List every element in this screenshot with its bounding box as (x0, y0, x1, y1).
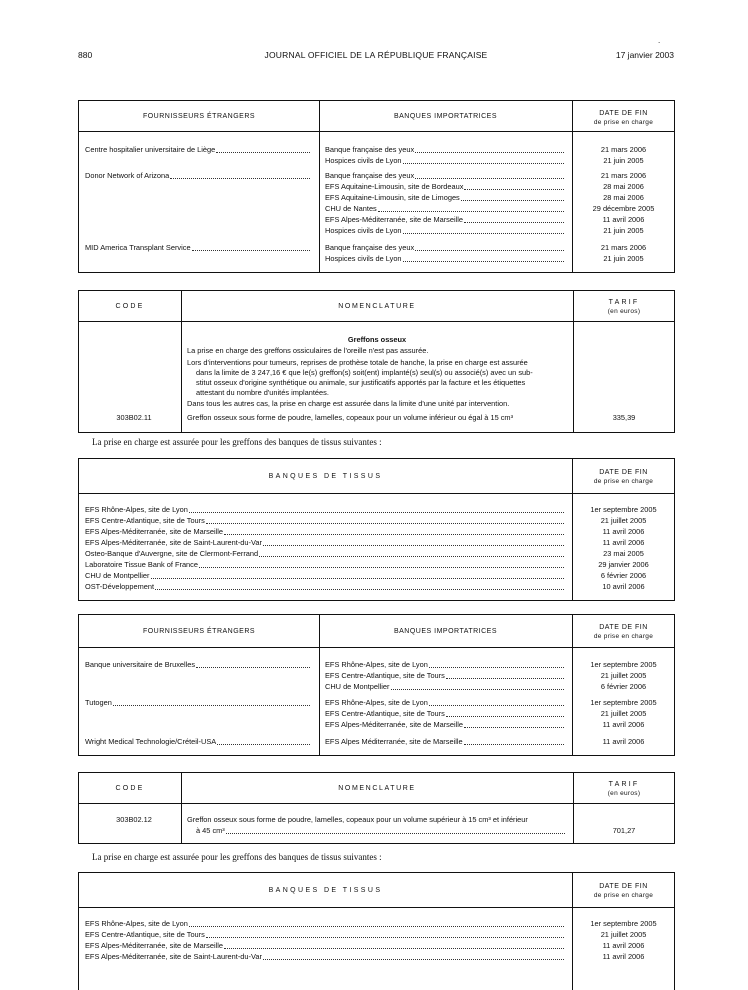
table-nomenclature-1 (78, 290, 675, 433)
column-header-date-line2: de prise en charge (593, 892, 654, 899)
list-item: MID America Transplant Service (85, 243, 311, 253)
date-value: 11 avril 2006 (602, 720, 645, 729)
journal-title: JOURNAL OFFICIEL DE LA RÉPUBLIQUE FRANÇAISE (264, 50, 488, 60)
list-item: EFS Aquitaine-Limousin, site de Limoges (325, 193, 565, 203)
paragraph: Lors d'interventions pour tumeurs, reprises de prothèse totale de hanche, la prise en charge est assurée (187, 358, 528, 367)
date-value: 29 décembre 2005 (592, 204, 655, 213)
date-value: 1er septembre 2005 (590, 660, 657, 669)
date-value: 21 juillet 2005 (600, 709, 647, 718)
date-value: 6 février 2006 (600, 682, 647, 691)
date-value: 1er septembre 2005 (590, 919, 657, 928)
list-item: EFS Alpes-Méditerranée, site de Marseille (325, 215, 565, 225)
list-item: OST-Développement (85, 582, 565, 592)
nomenclature-item: Greffon osseux sous forme de poudre, lamelles, copeaux pour un volume supérieur à 15 cm³ et inférieur (187, 815, 528, 824)
date-value: 11 avril 2006 (602, 538, 645, 547)
column-header-date-line1: DATE DE FIN (599, 624, 648, 631)
list-item: Laboratoire Tissue Bank of France (85, 560, 565, 570)
margin-mark: . (658, 36, 661, 45)
date-value: 28 mai 2006 (603, 193, 644, 202)
date-value: 11 avril 2006 (602, 737, 645, 746)
date-value: 11 avril 2006 (602, 941, 645, 950)
list-item: Hospices civils de Lyon (325, 156, 565, 166)
date-value: 21 mars 2006 (600, 243, 647, 252)
list-item: EFS Rhône-Alpes, site de Lyon (325, 698, 565, 708)
tarif-value: 335,39 (612, 413, 636, 422)
issue-date: 17 janvier 2003 (615, 50, 674, 60)
list-item: EFS Centre-Atlantique, site de Tours (85, 516, 565, 526)
paragraph: La prise en charge des greffons ossiculaires de l'oreille n'est pas assurée. (187, 346, 429, 355)
list-item: EFS Alpes-Méditerranée, site de Marseille (85, 527, 565, 537)
date-value: 11 avril 2006 (602, 215, 645, 224)
column-header-date (572, 882, 675, 899)
list-item: Banque universitaire de Bruxelles (85, 660, 311, 670)
column-header-tarif-line1: TARIF (608, 299, 640, 306)
tarif-value: 701,27 (612, 826, 636, 835)
paragraph: Dans tous les autres cas, la prise en charge est assurée dans la limite d'une unité par intervention. (187, 399, 510, 408)
column-header-tarif (573, 780, 675, 797)
page-number: 880 (78, 50, 93, 60)
table-foreign-suppliers-1 (78, 100, 675, 273)
list-item: CHU de Montpellier (85, 571, 565, 581)
column-header-date-line1: DATE DE FIN (599, 469, 648, 476)
list-item: CHU de Montpellier (325, 682, 565, 692)
date-value: 1er septembre 2005 (590, 698, 657, 707)
column-header-date-line1: DATE DE FIN (599, 883, 648, 890)
column-header-tissue-banks: BANQUES DE TISSUS (268, 473, 383, 480)
paragraph: stitut osseux d'origine synthétique ou animale, sur justificatifs apportés par la facture et les étiquettes (196, 378, 526, 387)
column-header-nomenclature: NOMENCLATURE (338, 785, 416, 792)
column-header-date-line2: de prise en charge (593, 478, 654, 485)
date-value: 21 juillet 2005 (600, 516, 647, 525)
list-item: Banque française des yeux (325, 145, 565, 155)
list-item: Hospices civils de Lyon (325, 226, 565, 236)
paragraph: attestant du nombre d'unités implantées. (196, 388, 329, 397)
column-header-suppliers: FOURNISSEURS ÉTRANGERS (142, 113, 256, 120)
date-value: 29 janvier 2006 (598, 560, 649, 569)
date-value: 21 juin 2005 (603, 156, 644, 165)
code-value: 303B02.11 (116, 413, 152, 422)
date-value: 6 février 2006 (600, 571, 647, 580)
list-item: Hospices civils de Lyon (325, 254, 565, 264)
nomenclature-item-continued: à 45 cm³ (196, 826, 566, 836)
code-value: 303B02.12 (116, 815, 152, 824)
table-tissue-banks-1 (78, 458, 675, 601)
list-item: EFS Aquitaine-Limousin, site de Bordeaux (325, 182, 565, 192)
list-item: EFS Alpes-Méditerranée, site de Marseille (325, 720, 565, 730)
column-header-date-line1: DATE DE FIN (599, 110, 648, 117)
date-value: 21 mars 2006 (600, 171, 647, 180)
column-header-date (572, 623, 675, 640)
list-item: EFS Rhône-Alpes, site de Lyon (85, 919, 565, 929)
list-item: EFS Alpes-Méditerranée, site de Saint-Laurent-du-Var (85, 538, 565, 548)
column-header-tarif (573, 298, 675, 315)
column-header-date-line2: de prise en charge (593, 119, 654, 126)
column-header-tissue-banks: BANQUES DE TISSUS (268, 887, 383, 894)
column-header-suppliers: FOURNISSEURS ÉTRANGERS (142, 628, 256, 635)
date-value: 11 avril 2006 (602, 527, 645, 536)
list-item: Wright Medical Technologie/Créteil-USA (85, 737, 311, 747)
list-item: EFS Centre-Atlantique, site de Tours (325, 709, 565, 719)
column-header-date (572, 109, 675, 126)
date-value: 21 juillet 2005 (600, 671, 647, 680)
list-item: EFS Centre-Atlantique, site de Tours (325, 671, 565, 681)
list-item: Osteo-Banque d'Auvergne, site de Clermont-Ferrand (85, 549, 565, 559)
section-heading: Greffons osseux (347, 335, 407, 344)
paragraph: dans la limite de 3 247,16 € que le(s) greffon(s) soit(ent) implanté(s) seul(s) ou associé(s) avec un sub- (196, 368, 533, 377)
date-value: 28 mai 2006 (603, 182, 644, 191)
page-header (78, 50, 674, 64)
column-header-banks: BANQUES IMPORTATRICES (393, 113, 498, 120)
date-value: 21 juillet 2005 (600, 930, 647, 939)
list-item: Centre hospitalier universitaire de Liège (85, 145, 311, 155)
list-item: EFS Centre-Atlantique, site de Tours (85, 930, 565, 940)
date-value: 1er septembre 2005 (590, 505, 657, 514)
column-header-tarif-line1: TARIF (608, 781, 640, 788)
date-value: 21 mars 2006 (600, 145, 647, 154)
list-item: EFS Rhône-Alpes, site de Lyon (85, 505, 565, 515)
column-header-date-line2: de prise en charge (593, 633, 654, 640)
column-header-code: CODE (115, 303, 145, 310)
date-value: 21 juin 2005 (603, 254, 644, 263)
table-nomenclature-2 (78, 772, 675, 844)
column-header-date (572, 468, 675, 485)
table-foreign-suppliers-2 (78, 614, 675, 756)
date-value: 10 avril 2006 (602, 582, 645, 591)
column-header-code: CODE (115, 785, 145, 792)
date-value: 23 mai 2005 (603, 549, 644, 558)
list-item: EFS Rhône-Alpes, site de Lyon (325, 660, 565, 670)
note-text: La prise en charge est assurée pour les greffons des banques de tissus suivantes : (92, 852, 382, 862)
list-item: CHU de Nantes (325, 204, 565, 214)
column-header-banks: BANQUES IMPORTATRICES (393, 628, 498, 635)
list-item: EFS Alpes-Méditerranée, site de Saint-Laurent-du-Var (85, 952, 565, 962)
date-value: 11 avril 2006 (602, 952, 645, 961)
column-header-tarif-line2: (en euros) (607, 308, 641, 315)
date-value: 21 juin 2005 (603, 226, 644, 235)
list-item: EFS Alpes-Méditerranée, site de Marseille (85, 941, 565, 951)
list-item: Banque française des yeux (325, 243, 565, 253)
list-item: Tutogen (85, 698, 311, 708)
list-item: Donor Network of Arizona (85, 171, 311, 181)
column-header-tarif-line2: (en euros) (607, 790, 641, 797)
list-item: Banque française des yeux (325, 171, 565, 181)
list-item: EFS Alpes Méditerranée, site de Marseille (325, 737, 565, 747)
column-header-nomenclature: NOMENCLATURE (338, 303, 416, 310)
nomenclature-item: Greffon osseux sous forme de poudre, lamelles, copeaux pour un volume inférieur ou égal à 15 cm³ (187, 413, 514, 422)
note-text: La prise en charge est assurée pour les greffons des banques de tissus suivantes : (92, 437, 382, 447)
table-tissue-banks-2 (78, 872, 675, 990)
